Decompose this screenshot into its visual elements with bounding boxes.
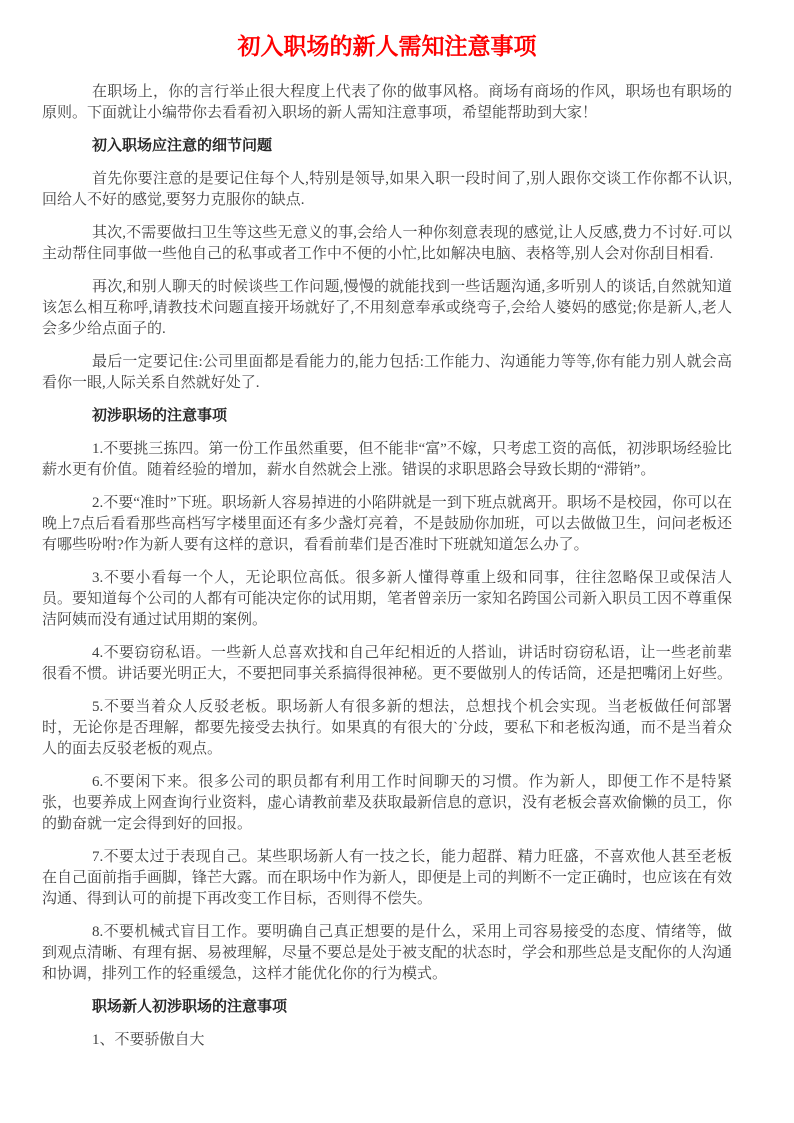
list-item-paragraph-3: 3.不要小看每一个人，无论职位高低。很多新人懂得尊重上级和同事，往往忽略保卫或保洁人员。要知道每个公司的人都有可能决定你的试用期，笔者曾亲历一家知名跨国公司新入职员工因不尊重保洁阿姨而没有通过试用期的案例。 [42, 570, 733, 628]
body-paragraph-second: 其次,不需要做扫卫生等这些无意义的事,会给人一种你刻意表现的感觉,让人反感,费力不讨好.可以主动帮住同事做一些他自己的私事或者工作中不便的小忙,比如解决电脑、表格等,别人会对你刮目相看. [42, 225, 732, 262]
section-heading-workplace-notes: 初涉职场的注意事项 [92, 408, 228, 424]
list-item-paragraph-5: 5.不要当着众人反驳老板。职场新人有很多新的想法，总想找个机会实现。当老板做任何部署时，无论你是否理解，都要先接受去执行。如果真的有很大的`分歧，要私下和老板沟通，而不是当着众人的面去反驳老板的观点。 [42, 699, 732, 757]
document-title: 初入职场的新人需知注意事项 [237, 33, 537, 59]
list-item-paragraph-2: 2.不要“准时”下班。职场新人容易掉进的小陷阱就是一到下班点就离开。职场不是校园，你可以在晚上7点后看看那些高档写字楼里面还有多少盏灯亮着，不是鼓励你加班，可以去做做卫生，问问老板还有哪些吩咐?作为新人要有这样的意识，看看前辈们是否准时下班就知道怎么办了。 [42, 495, 732, 553]
list-item-paragraph-pride: 1、不要骄傲自大 [92, 1032, 205, 1048]
intro-paragraph: 在职场上，你的言行举止很大程度上代表了你的做事风格。商场有商场的作风，职场也有职场的原则。下面就让小编带你去看看初入职场的新人需知注意事项，希望能帮助到大家！ [42, 84, 732, 121]
body-paragraph-third: 再次,和别人聊天的时候谈些工作问题,慢慢的就能找到一些话题沟通,多听别人的谈话,自然就知道该怎么相互称呼,请教技术问题直接开场就好了,不用刻意奉承或绕弯子,会给人婆妈的感觉;你是新人,老人会多少给点面子的. [42, 279, 732, 337]
body-paragraph-last: 最后一定要记住:公司里面都是看能力的,能力包括:工作能力、沟通能力等等,你有能力别人就会高看你一眼,人际关系自然就好处了. [42, 354, 732, 391]
list-item-paragraph-7: 7.不要太过于表现自己。某些职场新人有一技之长，能力超群、精力旺盛，不喜欢他人甚至老板在自己面前指手画脚，锋芒大露。而在职场中作为新人，即便是上司的判断不一定正确时，也应该在有效沟通、得到认可的前提下再改变工作目标，否则得不偿失。 [42, 849, 733, 907]
body-paragraph-first: 首先你要注意的是要记住每个人,特别是领导,如果入职一段时间了,别人跟你交谈工作你都不认识,回给人不好的感觉,要努力克服你的缺点. [42, 171, 732, 208]
list-item-paragraph-6: 6.不要闲下来。很多公司的职员都有利用工作时间聊天的习惯。作为新人，即便工作不是特紧张，也要养成上网查询行业资料，虚心请教前辈及获取最新信息的意识，没有老板会喜欢偷懒的员工，你的勤奋就一定会得到好的回报。 [42, 774, 733, 832]
list-item-paragraph-1: 1.不要挑三拣四。第一份工作虽然重要，但不能非“富”不嫁，只考虑工资的高低，初涉职场经验比薪水更有价值。随着经验的增加，薪水自然就会上涨。错误的求职思路会导致长期的“滞销”。 [42, 441, 732, 478]
section-heading-newcomer-notes: 职场新人初涉职场的注意事项 [92, 999, 288, 1015]
section-heading-detail-issues: 初入职场应注意的细节问题 [92, 138, 273, 154]
list-item-paragraph-4: 4.不要窃窃私语。一些新人总喜欢找和自己年纪相近的人搭讪，讲话时窃窃私语，让一些老前辈很看不惯。讲话要光明正大，不要把同事关系搞得很神秘。更不要做别人的传话筒，还是把嘴闭上好些。 [42, 645, 733, 682]
list-item-paragraph-8: 8.不要机械式盲目工作。要明确自己真正想要的是什么，采用上司容易接受的态度、情绪等，做到观点清晰、有理有据、易被理解，尽量不要总是处于被支配的状态时，学会和那些总是支配你的人沟通和协调，排列工作的轻重缓急，这样才能优化你的行为模式。 [42, 924, 733, 982]
